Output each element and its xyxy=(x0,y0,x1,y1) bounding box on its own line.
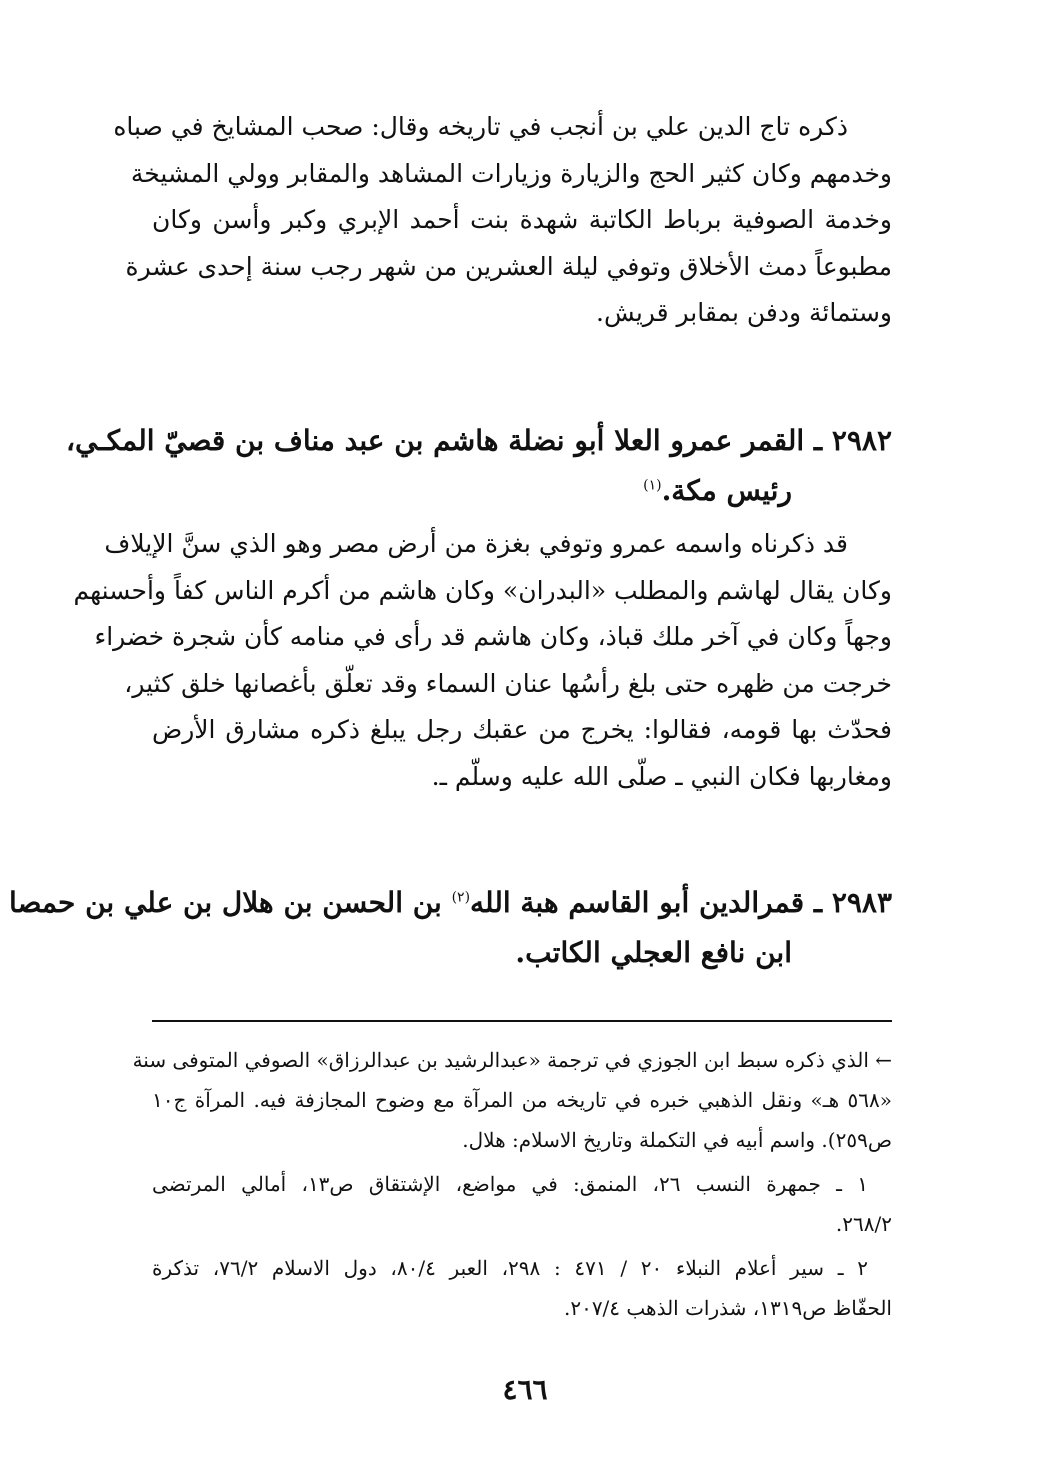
entry-heading-text: رئيس مكة. xyxy=(661,474,792,507)
text-line: وخدمة الصوفية برباط الكاتبة شهدة بنت أحمد الإبري وكبر وأسن وكان xyxy=(152,205,892,234)
text-line: وستمائة ودفن بمقابر قريش. xyxy=(596,298,892,327)
footnote-1 xyxy=(152,1164,892,1244)
footnote-line: ١ ـ جمهرة النسب ٢٦، المنمق: في مواضع، الإشتقاق ص١٣، أمالي المرتضى xyxy=(152,1172,868,1196)
text-line: وجهاً وكان في آخر ملك قباذ، وكان هاشم قد رأى في منامه كأن شجرة خضراء xyxy=(94,622,892,651)
footnote-rule xyxy=(152,1020,892,1022)
text-line: خرجت من ظهره حتى بلغ رأسُها عنان السماء وقد تعلّق بأغصانها خلق كثير، xyxy=(124,668,892,698)
footnote-line: ٢ ـ سير أعلام النبلاء ٢٠ / ٤٧١ : ٢٩٨، العبر ٨٠/٤، دول الاسلام ٧٦/٢، تذكرة xyxy=(152,1256,868,1280)
entry-2982-heading xyxy=(66,416,892,516)
footnote-marker: (١) xyxy=(643,477,662,494)
text-line: ومغاربها فكان النبي ـ صلّى الله عليه وسلّم ـ. xyxy=(431,761,892,791)
text-line: وكان يقال لهاشم والمطلب «البدران» وكان هاشم من أكرم الناس كفاً وأحسنهم xyxy=(73,575,892,605)
text-line: مطبوعاً دمث الأخلاق وتوفي ليلة العشرين من شهر رجب سنة إحدى عشرة xyxy=(125,251,892,281)
entry-2983-heading xyxy=(9,878,892,978)
text-line: وخدمهم وكان كثير الحج والزيارة وزيارات المشاهد والمقابر وولي المشيخة xyxy=(130,158,892,188)
footnote-line: ← الذي ذكره سبط ابن الجوزي في ترجمة «عبدالرشيد بن عبدالرزاق» الصوفي المتوفى سنة xyxy=(132,1048,892,1072)
entry-heading-line xyxy=(9,878,892,928)
text-line: قد ذكرناه واسمه عمرو وتوفي بغزة من أرض مصر وهو الذي سنَّ الإيلاف xyxy=(104,529,848,558)
top-paragraph xyxy=(113,104,892,337)
footnote-line: الحفّاظ ص١٣١٩، شذرات الذهب ٢٠٧/٤. xyxy=(563,1296,892,1320)
footnote-line: «٥٦٨ هـ» ونقل الذهبي خبره في تاريخه من المرآة مع وضوح المجازفة فيه. المرآة ج١٠ xyxy=(152,1088,892,1112)
footnote-marker: (٢) xyxy=(451,889,471,906)
entry-heading-line xyxy=(152,466,892,516)
footnote-line: ٢٦٨/٢. xyxy=(835,1212,892,1236)
footnote-line: ص٢٥٩). واسم أبيه في التكملة وتاريخ الاسلام: هلال. xyxy=(462,1128,892,1152)
footnote-2 xyxy=(152,1248,892,1328)
text-line: فحدّث بها قومه، فقالوا: يخرج من عقبك رجل يبلغ ذكره مشارق الأرض xyxy=(152,715,892,744)
text-line: ذكره تاج الدين علي بن أنجب في تاريخه وقال: صحب المشايخ في صباه xyxy=(113,112,848,141)
entry-heading-text: ٢٩٨٣ ـ قمرالدين أبو القاسم هبة الله xyxy=(470,886,892,919)
entry-2982-body xyxy=(73,521,892,800)
entry-heading-line: ابن نافع العجلي الكاتب. xyxy=(515,936,792,969)
entry-heading-line: ٢٩٨٢ ـ القمر عمرو العلا أبو نضلة هاشم بن عبد مناف بن قصيّ المكـي، xyxy=(66,424,892,457)
entry-heading-text: بن الحسن بن هلال بن علي بن حمصا xyxy=(9,886,452,919)
footnote-continuation xyxy=(132,1040,892,1160)
page-number: ٤٦٦ xyxy=(502,1373,548,1406)
footnotes xyxy=(132,1040,892,1328)
